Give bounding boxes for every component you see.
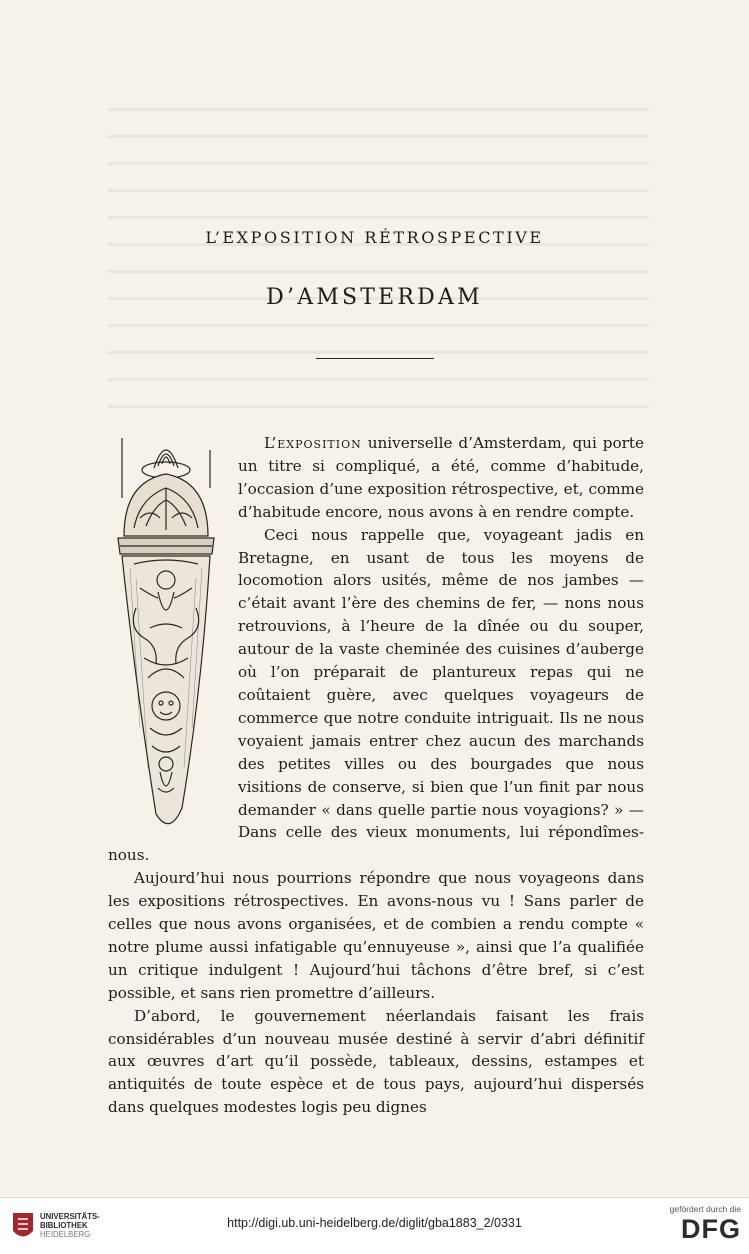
title-divider (316, 358, 434, 359)
viewer-footer (0, 1197, 749, 1254)
article-body (108, 432, 644, 1119)
show-through-text (108, 92, 649, 422)
paragraph-1-lead: L’exposition (264, 434, 362, 452)
paragraph-2: Ceci nous rappelle que, voyageant jadis en Bretagne, en usant de tous les moyens de locomotion alors usités, même de nos jambes — c’était avant l’ère des chemins de fer, — nons nous retrouvions, à l’heure de la dînée ou du souper, autour de la vaste cheminée des cuisines d’auberge où l’on préparait de plantureux repas qui ne coûtaient guère, avec quelques voyageurs de commerce que notre conduite intriguait. Ils ne nous voyaient jamais entrer chez aucun des marchands des petites villes ou des bourgades que nous visitions de conserve, si bien que l’un finit par nous demander « dans quelle partie nous voyagions? » — Dans celle des vieux monuments, lui répondîmes-nous. (108, 525, 644, 865)
dfg-logo: DFG (681, 1214, 741, 1244)
article-subheading: D’AMSTERDAM (266, 285, 483, 310)
paragraph-1-text: universelle d’Amsterdam, qui porte un titre si compliqué, a été, comme d’habitude, l’occasion d’une exposition rétrospective, et, comme d’habitude encore, nous avons à en rendre compte. (238, 434, 644, 521)
library-name-line-2: BIBLIOTHEK (40, 1221, 88, 1230)
paragraph-3: Aujourd’hui nous pourrions répondre que nous voyageons dans les expositions rétrospectives. En avons-nous vu ! Sans parler de celles que nous avons organisées, et de combien a rendu compte « notre plume aussi infatigable qu’ennuyeuse », ainsi que l’a qualifiée un critique indulgent ! Aujourd’hui tâchons d’être bref, si c’est possible, et sans rien promettre d’ailleurs. (108, 869, 644, 1002)
dfg-sponsor[interactable] (659, 1204, 741, 1244)
sponsor-caption: gefördert durch die (669, 1204, 741, 1214)
paragraph-4: D’abord, le gouvernement néerlandais faisant les frais considérables d’un nouveau musée destiné à servir d’abri définitif aux œuvres d’art qu’il possède, tableaux, dessins, estampes et antiquités de toute espèce et de tous pays, aujourd’hui dispersés dans quelques modestes logis peu dignes (108, 1006, 644, 1117)
article-heading: L’EXPOSITION RÉTROSPECTIVE (205, 228, 544, 247)
library-name-line-3: HEIDELBERG (40, 1230, 91, 1239)
library-name-line-1: UNIVERSITÄTS- (40, 1212, 100, 1221)
permalink-url[interactable]: http://digi.ub.uni-heidelberg.de/diglit/gba1883_2/0331 (227, 1216, 522, 1230)
